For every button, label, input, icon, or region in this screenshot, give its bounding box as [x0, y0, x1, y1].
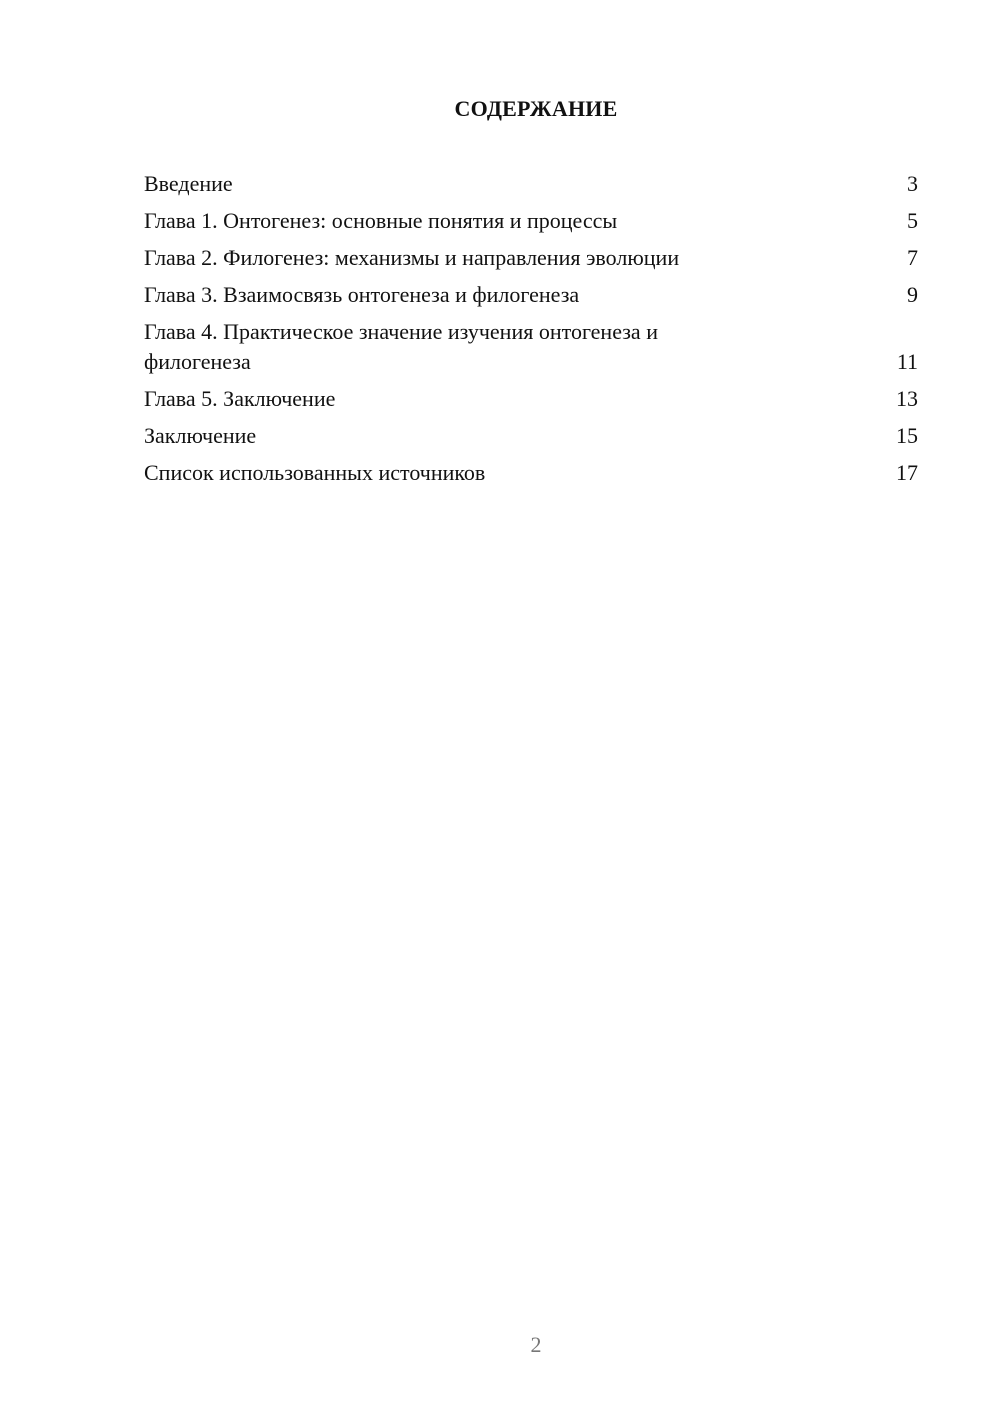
toc-item-page: 17: [896, 460, 918, 485]
toc-item-page: 3: [907, 171, 918, 196]
toc-item-page: 13: [896, 386, 918, 411]
toc-item-label: Глава 3. Взаимосвязь онтогенеза и филогенеза: [144, 282, 580, 307]
page-number: 2: [530, 1332, 542, 1357]
toc-item-page: 5: [907, 208, 918, 233]
toc-item: [144, 421, 918, 451]
toc-item: [144, 384, 918, 414]
toc-item-label: Введение: [144, 171, 233, 196]
page-title: СОДЕРЖАНИЕ: [454, 96, 618, 121]
toc-item: [144, 458, 918, 488]
table-of-contents: [144, 169, 918, 495]
toc-item-label: Глава 4. Практическое значение изучения онтогенеза и филогенеза: [144, 319, 658, 374]
toc-item-label: Глава 5. Заключение: [144, 386, 336, 411]
toc-item: [144, 169, 918, 199]
toc-item-page: 11: [896, 349, 918, 374]
toc-item-label: Глава 1. Онтогенез: основные понятия и процессы: [144, 208, 618, 233]
toc-item-page: 7: [907, 245, 918, 270]
toc-item: [144, 280, 918, 310]
toc-item-page: 15: [896, 423, 918, 448]
toc-item-label: Глава 2. Филогенез: механизмы и направления эволюции: [144, 245, 680, 270]
toc-item: [144, 317, 918, 377]
toc-item: [144, 206, 918, 236]
toc-item-label: Список использованных источников: [144, 460, 486, 485]
toc-item-label: Заключение: [144, 423, 257, 448]
toc-item-page: 9: [907, 282, 918, 307]
toc-item: [144, 243, 918, 273]
